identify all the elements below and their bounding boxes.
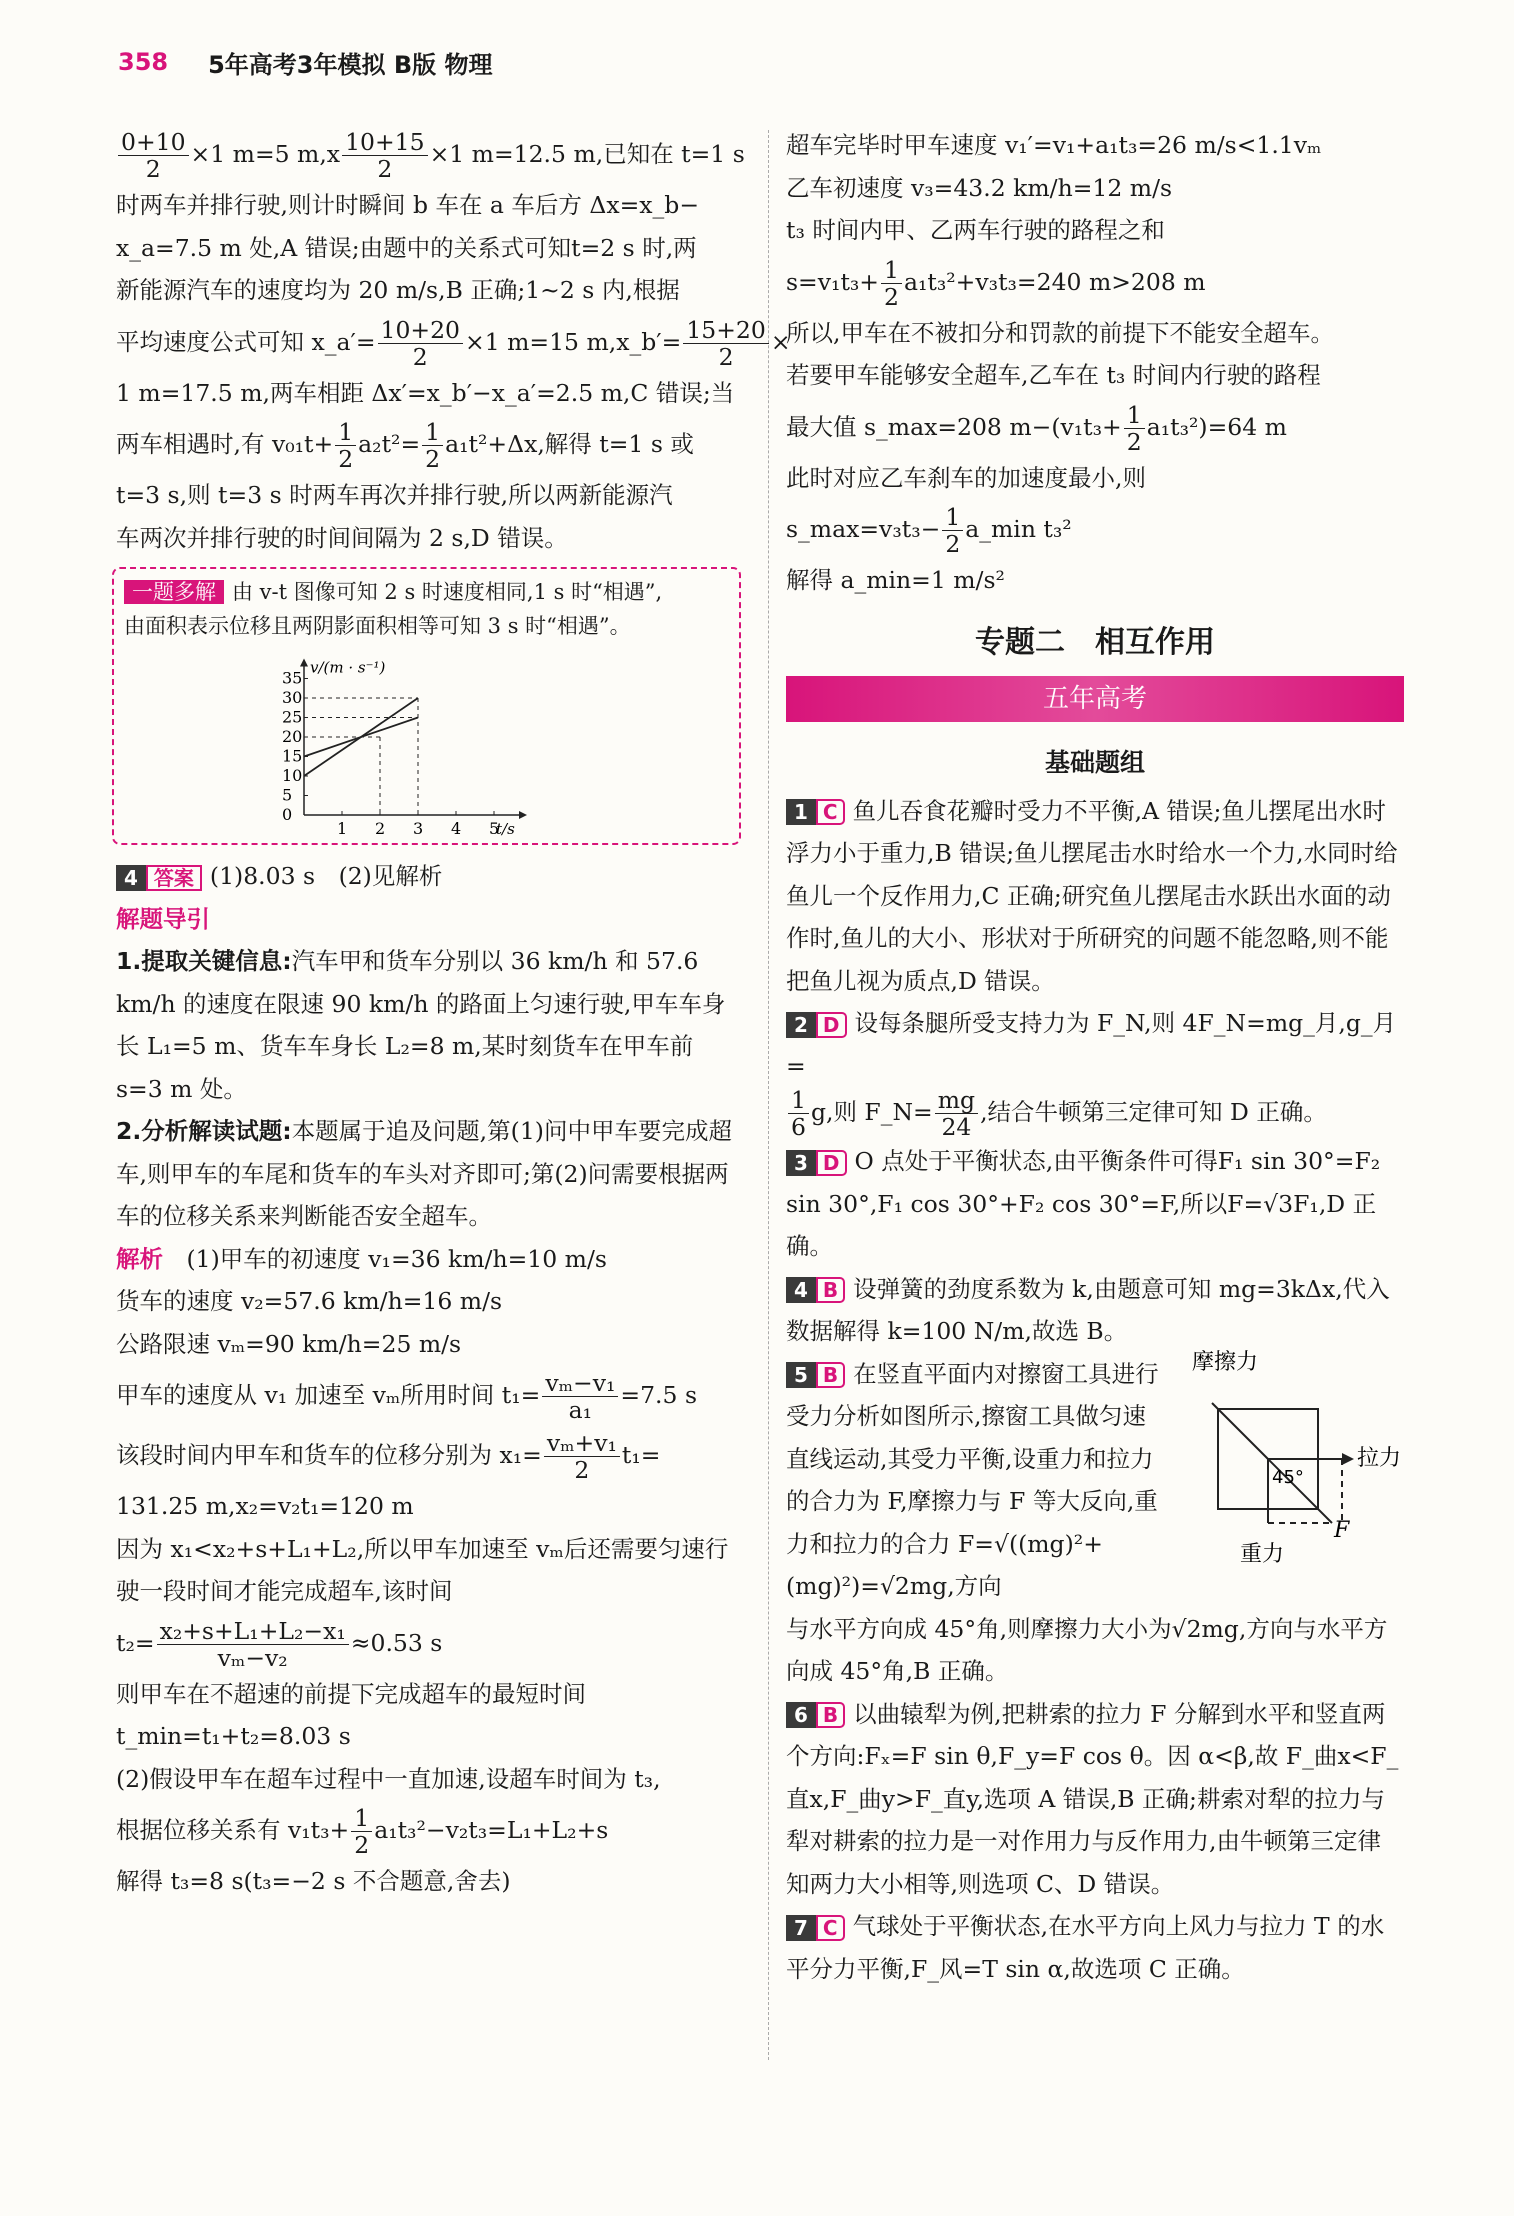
y-tick-label: 25 <box>282 707 303 727</box>
text-line: 解得 a_min=1 m/s² <box>786 566 1005 594</box>
text-line: x_a=7.5 m 处,A 错误;由题中的关系式可知t=2 s 时,两 <box>116 233 697 262</box>
question-5-cont: 与水平方向成 45°角,则摩擦力大小为√2mg,方向与水平方向成 45°角,B 正确。 <box>786 1614 1388 1685</box>
text-line: 1 m=17.5 m,两车相距 Δx′=x_b′−x_a′=2.5 m,C 错误;当 <box>116 378 735 407</box>
question-6: 6 B 以曲辕犁为例,把耕索的拉力 F 分解到水平和竖直两个方向:Fₓ=F sin θ,F_y=F cos θ。因 α<β,故 F_曲x<F_直x,F_曲y>F_直y,选项 A 错误,B 正确;耕索对犁的拉力与犁对耕索的拉力是一对作用力与反作用力,由牛顿第三定律知两力大小相等,则选项 C、D 错误。 <box>786 1699 1399 1898</box>
vt-chart <box>274 643 574 838</box>
F-label: F <box>1334 1517 1350 1543</box>
text-line: 两车相遇时,有 v₀₁t+ $\frac{1}{2}$ a₂t²= $\frac{1}{2}$ a₁t²+Δx,解得 t=1 s 或 <box>116 418 694 473</box>
text-line: 则甲车在不超速的前提下完成超车的最短时间 <box>116 1679 586 1708</box>
multi-solution-box <box>112 567 741 845</box>
x-tick-label: 4 <box>451 819 462 838</box>
x-axis-label: t/s <box>496 820 515 838</box>
guide-1: 1.提取关键信息:汽车甲和货车分别以 36 km/h 和 57.6 km/h 的速度在限速 90 km/h 的路面上匀速行驶,甲车车身长 L₁=5 m、货车车身长 L₂=8 m,某时刻货车在甲车前 s=3 m 处。 <box>116 947 726 1103</box>
y-tick-label: 15 <box>282 746 303 766</box>
text-line: 公路限速 vₘ=90 km/h=25 m/s <box>116 1329 462 1358</box>
text-line: 若要甲车能够安全超车,乙车在 t₃ 时间内行驶的路程 <box>786 361 1321 389</box>
text-line: t₃ 时间内甲、乙两车行驶的路程之和 <box>786 216 1165 244</box>
question-2: 2 D 设每条腿所受支持力为 F_N,则 4F_N=mg_月,g_月= $\frac{1}{6}$ g,则 F_N= $\frac{mg}{24}$ ,结合牛顿第三定律可知 D 正确。 <box>786 1009 1397 1141</box>
y-axis-label: v/(m · s⁻¹) <box>310 658 386 677</box>
text-line: (2)假设甲车在超车过程中一直加速,设超车时间为 t₃, <box>116 1764 661 1793</box>
book-title: 5年高考3年模拟 B版 物理 <box>208 50 493 79</box>
y-tick-label: 20 <box>282 727 303 746</box>
x-tick-label: 2 <box>375 819 386 838</box>
guide-heading: 解题导引 <box>116 904 210 933</box>
text-line: 131.25 m,x₂=v₂t₁=120 m <box>116 1492 414 1520</box>
y-tick-label: 35 <box>282 668 303 688</box>
friction-label: 摩擦力 <box>1192 1349 1259 1375</box>
box-text: 由 v-t 图像可知 2 s 时速度相同,1 s 时“相遇”, <box>232 580 663 604</box>
box-text: 由面积表示位移且两阴影面积相等可知 3 s 时“相遇”。 <box>124 614 631 638</box>
section-title: 专题二 相互作用 <box>975 624 1215 660</box>
x-tick-label: 5 <box>489 819 500 838</box>
guide-2: 2.分析解读试题:本题属于追及问题,第(1)问中甲车要完成超车,则甲车的车尾和货车的车头对齐即可;第(2)问需要根据两车的位移关系来判断能否安全超车。 <box>116 1117 732 1230</box>
text-line: 新能源汽车的速度均为 20 m/s,B 正确;1~2 s 内,根据 <box>116 276 680 304</box>
column-divider <box>768 130 769 2060</box>
x-tick-label: 3 <box>413 819 424 838</box>
text-line: t₂= $\frac{\text{x₂+s+L₁+L₂−x₁}}{\text{vₘ−v₂}}$ ≈0.53 s <box>116 1616 443 1672</box>
y-tick-label: 0 <box>282 805 293 824</box>
text-line: 所以,甲车在不被扣分和罚款的前提下不能安全超车。 <box>786 318 1334 347</box>
group-title: 基础题组 <box>1044 747 1145 777</box>
text-line: 乙车初速度 v₃=43.2 km/h=12 m/s <box>786 173 1173 202</box>
text-line: 解析 (1)甲车的初速度 v₁=36 km/h=10 m/s <box>116 1244 607 1273</box>
text-line: s=v₁t₃+ $\frac{1}{2}$ a₁t₃²+v₃t₃=240 m>208 m <box>786 255 1206 311</box>
gravity-label: 重力 <box>1240 1541 1285 1567</box>
text-line: 最大值 s_max=208 m−(v₁t₃+ $\frac{1}{2}$ a₁t₃²)=64 m <box>786 400 1287 456</box>
x-tick-label: 1 <box>337 819 348 838</box>
pull-label: 拉力 <box>1357 1445 1402 1471</box>
x-axis-arrow <box>519 811 527 819</box>
section-banner: 五年高考 <box>786 676 1404 722</box>
angle-label: 45° <box>1272 1466 1304 1488</box>
y-tick-label: 30 <box>282 688 303 707</box>
text-line: 货车的速度 v₂=57.6 km/h=16 m/s <box>116 1287 503 1315</box>
page-header <box>118 42 493 82</box>
right-column <box>786 124 1404 1990</box>
text-line: 解得 t₃=8 s(t₃=−2 s 不合题意,舍去) <box>116 1867 511 1895</box>
text-line: $\frac{0+10}{2}$ ×1 m=5 m,x $\frac{10+15}{2}$ ×1 m=12.5 m,已知在 t=1 s <box>116 124 740 184</box>
y-tick-label: 5 <box>282 785 293 805</box>
pull-arrowhead <box>1342 1453 1354 1465</box>
y-tick-label: 10 <box>282 766 303 785</box>
force-diagram <box>1182 1351 1412 1581</box>
question-7: 7 C 气球处于平衡状态,在水平方向上风力与拉力 T 的水平分力平衡,F_风=T sin α,故选项 C 正确。 <box>786 1912 1385 1983</box>
question-3: 3 D O 点处于平衡状态,由平衡条件可得F₁ sin 30°=F₂ sin 30°,F₁ cos 30°+F₂ cos 30°=F,所以F=√3F₁,D 正确。 <box>786 1147 1381 1260</box>
text-line: 车两次并排行驶的时间间隔为 2 s,D 错误。 <box>116 523 568 552</box>
answer-line: 4 答案 (1)8.03 s (2)见解析 <box>116 855 740 898</box>
text-line: 根据位移关系有 v₁t₃+ $\frac{1}{2}$ a₁t₃²−v₂t₃=L₁+L₂+s <box>116 1804 609 1859</box>
text-line: t_min=t₁+t₂=8.03 s <box>116 1722 351 1750</box>
friction-arrow <box>1212 1403 1268 1459</box>
text-line: t=3 s,则 t=3 s 时两车再次并排行驶,所以两新能源汽 <box>116 481 673 509</box>
text-line: 此时对应乙车刹车的加速度最小,则 <box>786 463 1146 492</box>
text-line: 时两车并排行驶,则计时瞬间 b 车在 a 车后方 Δx=x_b− <box>116 191 700 219</box>
question-4: 4 B 设弹簧的劲度系数为 k,由题意可知 mg=3kΔx,代入数据解得 k=100 N/m,故选 B。 <box>786 1274 1390 1345</box>
text-line: 甲车的速度从 v₁ 加速至 vₘ所用时间 t₁= $\frac{\text{vₘ−v₁}}{\text{a₁}}$ =7.5 s <box>116 1369 697 1424</box>
question-1: 1 C 鱼儿吞食花瓣时受力不平衡,A 错误;鱼儿摆尾出水时浮力小于重力,B 错误;鱼儿摆尾击水时给水一个力,水同时给鱼儿一个反作用力,C 正确;研究鱼儿摆尾击水跃出水面的动作时,鱼儿的大小、形状对于所研究的问题不能忽略,则不能把鱼儿视为质点,D 错误。 <box>786 796 1398 995</box>
y-axis-arrow <box>300 659 308 667</box>
page-number: 358 <box>118 48 169 76</box>
text-line: 该段时间内甲车和货车的位移分别为 x₁= $\frac{\text{vₘ+v₁}}{2}$ t₁= <box>116 1429 661 1484</box>
text-line: s_max=v₃t₃− $\frac{1}{2}$ a_min t₃² <box>786 503 1072 558</box>
text-line: 因为 x₁<x₂+s+L₁+L₂,所以甲车加速至 vₘ后还需要匀速行驶一段时间才能完成超车,该时间 <box>116 1534 729 1605</box>
text-line: 平均速度公式可知 x_a′= $\frac{10+20}{2}$ ×1 m=15 m,x_b′= $\frac{15+20}{2}$ × <box>116 315 791 371</box>
multi-solution-tag: 一题多解 <box>124 580 224 604</box>
left-column <box>116 124 791 1903</box>
text-line: 超车完毕时甲车速度 v₁′=v₁+a₁t₃=26 m/s<1.1vₘ <box>786 131 1322 159</box>
question-5: 5 B 在竖直平面内对擦窗工具进行受力分析如图所示,擦窗工具做匀速直线运动,其受力平衡,设重力和拉力的合力为 F,摩擦力与 F 等大反向,重力和拉力的合力 F=√((mg)²+(mg)²)=√2mg,方向 摩擦力 45° 拉力 F 重力 <box>786 1353 1404 1608</box>
